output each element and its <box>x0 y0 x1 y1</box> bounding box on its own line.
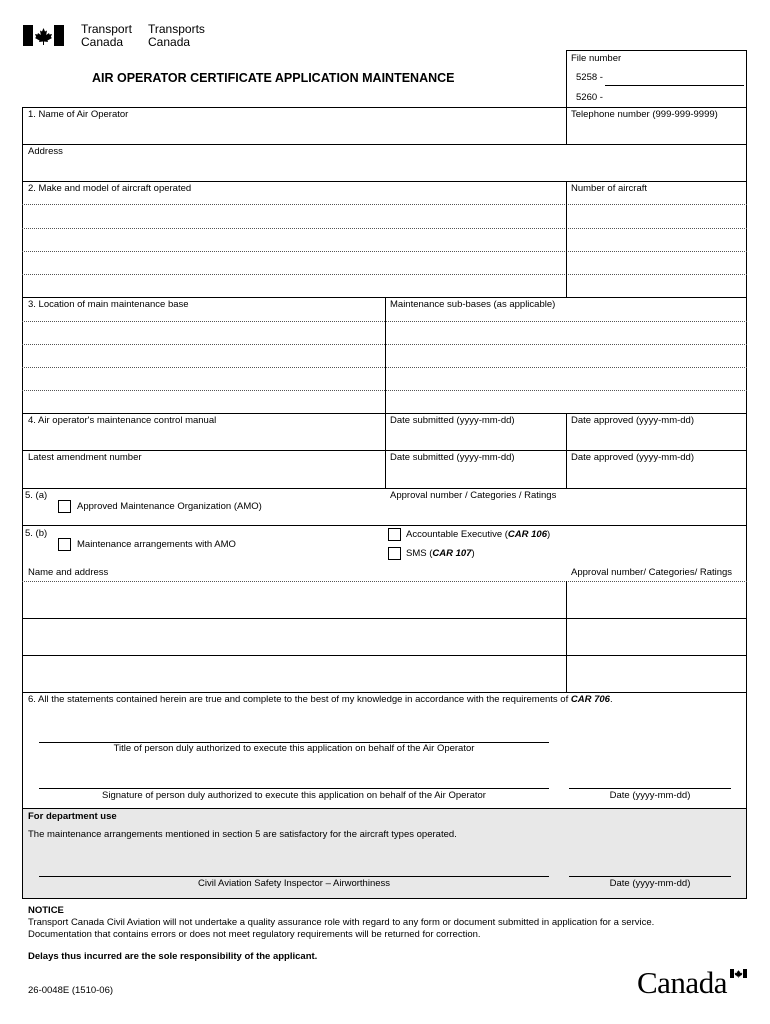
sub-base-input-4[interactable] <box>386 391 745 412</box>
address-label: Address <box>28 146 63 157</box>
manual-date-approved-label: Date approved (yyyy-mm-dd) <box>571 415 695 426</box>
amo-name-address-input-3[interactable] <box>23 656 565 691</box>
maintenance-arrangements-label: Maintenance arrangements with AMO <box>77 539 236 550</box>
dept-name-en-line2: Canada <box>81 35 124 49</box>
department-use-statement: The maintenance arrangements mentioned in section 5 are satisfactory for the aircraft types operated. <box>28 829 457 840</box>
amo-checkbox[interactable] <box>58 500 71 513</box>
telephone-input[interactable] <box>567 121 745 143</box>
approval-number-input[interactable] <box>386 502 745 524</box>
file-number-5258-input[interactable] <box>605 85 744 86</box>
inspector-signature-input[interactable] <box>39 876 549 877</box>
maintenance-arrangements-checkbox[interactable] <box>58 538 71 551</box>
main-base-label: 3. Location of main maintenance base <box>28 299 189 310</box>
file-prefix-5260: 5260 - <box>576 92 603 103</box>
form-number: 26-0048E (1510-06) <box>28 985 114 996</box>
wordmark-flag-icon <box>730 969 747 978</box>
declaration-date-caption: Date (yyyy-mm-dd) <box>609 790 691 801</box>
aircraft-count-input-3[interactable] <box>567 252 745 273</box>
manual-date-approved-input[interactable] <box>567 427 745 449</box>
amendment-date-submitted-label: Date submitted (yyyy-mm-dd) <box>390 452 515 463</box>
operator-name-input[interactable] <box>23 121 565 143</box>
aircraft-count-input-4[interactable] <box>567 275 745 296</box>
amendment-number-label: Latest amendment number <box>28 452 142 463</box>
amendment-date-approved-label: Date approved (yyyy-mm-dd) <box>571 452 695 463</box>
inspector-caption: Civil Aviation Safety Inspector – Airworthiness <box>197 878 391 889</box>
authorized-title-caption: Title of person duly authorized to execute this application on behalf of the Air Operator <box>113 743 475 754</box>
amendment-number-input[interactable] <box>23 464 384 487</box>
inspector-date-input[interactable] <box>569 876 731 877</box>
manual-date-submitted-input[interactable] <box>386 427 565 449</box>
aircraft-make-input-2[interactable] <box>23 229 565 250</box>
amo-approval-input-3[interactable] <box>567 656 745 691</box>
notice-heading: NOTICE <box>28 905 64 916</box>
section-5b-label: 5. (b) <box>25 528 48 539</box>
dept-name-fr-line1: Transports <box>148 22 205 36</box>
file-prefix-5258: 5258 - <box>576 72 603 83</box>
aircraft-count-input-2[interactable] <box>567 229 745 250</box>
notice-line-1: Transport Canada Civil Aviation will not undertake a quality assurance role with regard to any form or document submitted in application for a service. <box>28 917 655 928</box>
declaration-statement: 6. All the statements contained herein are true and complete to the best of my knowledge in accordance with the requirements of CAR 706. <box>28 694 613 705</box>
dept-name-fr-line2: Canada <box>148 35 191 49</box>
amo-approval-number-label: Approval number/ Categories/ Ratings <box>571 567 733 578</box>
amo-approval-input-2[interactable] <box>567 619 745 654</box>
section-5a-label: 5. (a) <box>25 490 48 501</box>
notice-line-2: Documentation that contains errors or does not meet regulatory requirements will be returned for correction. <box>28 929 481 940</box>
file-number-label: File number <box>571 53 622 64</box>
accountable-executive-checkbox[interactable] <box>388 528 401 541</box>
sub-bases-label: Maintenance sub-bases (as applicable) <box>390 299 556 310</box>
telephone-label: Telephone number (999-999-9999) <box>571 109 718 120</box>
car-106-ref: CAR 106 <box>507 529 547 540</box>
amo-name-address-input-2[interactable] <box>23 619 565 654</box>
address-input[interactable] <box>23 158 745 180</box>
sub-base-input-1[interactable] <box>386 322 745 343</box>
approval-number-label: Approval number / Categories / Ratings <box>390 490 557 501</box>
operator-name-label: 1. Name of Air Operator <box>28 109 129 120</box>
canada-wordmark <box>637 966 749 1000</box>
car-107-ref: CAR 107 <box>432 548 472 559</box>
authorized-signature-input[interactable] <box>39 788 549 789</box>
amo-label: Approved Maintenance Organization (AMO) <box>77 501 262 512</box>
amendment-date-submitted-input[interactable] <box>386 464 565 487</box>
canada-wordmark-text: Canada <box>637 965 727 1000</box>
sms-label: SMS (CAR 107) <box>406 548 475 559</box>
dept-name-en-line1: Transport <box>81 22 132 36</box>
aircraft-make-input-4[interactable] <box>23 275 565 296</box>
aircraft-number-label: Number of aircraft <box>571 183 648 194</box>
sms-checkbox[interactable] <box>388 547 401 560</box>
declaration-date-input[interactable] <box>569 788 731 789</box>
form-title: AIR OPERATOR CERTIFICATE APPLICATION MAINTENANCE <box>92 71 455 85</box>
sub-base-input-3[interactable] <box>386 368 745 389</box>
main-base-input-3[interactable] <box>23 368 384 389</box>
car-706-ref: CAR 706 <box>570 694 610 705</box>
aircraft-make-input-3[interactable] <box>23 252 565 273</box>
amo-approval-input-1[interactable] <box>567 582 745 617</box>
aircraft-make-label: 2. Make and model of aircraft operated <box>28 183 192 194</box>
canada-flag-logo <box>23 25 64 46</box>
manual-date-submitted-label: Date submitted (yyyy-mm-dd) <box>390 415 515 426</box>
control-manual-label: 4. Air operator's maintenance control manual <box>28 415 217 426</box>
aircraft-count-input-1[interactable] <box>567 205 745 227</box>
accountable-executive-label: Accountable Executive (CAR 106) <box>406 529 551 540</box>
main-base-input-4[interactable] <box>23 391 384 412</box>
name-and-address-label: Name and address <box>28 567 109 578</box>
aircraft-make-input-1[interactable] <box>23 205 565 227</box>
main-base-input-1[interactable] <box>23 322 384 343</box>
inspector-date-caption: Date (yyyy-mm-dd) <box>609 878 691 889</box>
department-use-heading: For department use <box>28 811 117 822</box>
authorized-signature-caption: Signature of person duly authorized to execute this application on behalf of the Air Operator <box>102 790 486 801</box>
amendment-date-approved-input[interactable] <box>567 464 745 487</box>
amo-name-address-input-1[interactable] <box>23 582 565 617</box>
control-manual-input[interactable] <box>23 427 384 449</box>
notice-delays: Delays thus incurred are the sole responsibility of the applicant. <box>28 951 318 962</box>
sub-base-input-2[interactable] <box>386 345 745 366</box>
main-base-input-2[interactable] <box>23 345 384 366</box>
